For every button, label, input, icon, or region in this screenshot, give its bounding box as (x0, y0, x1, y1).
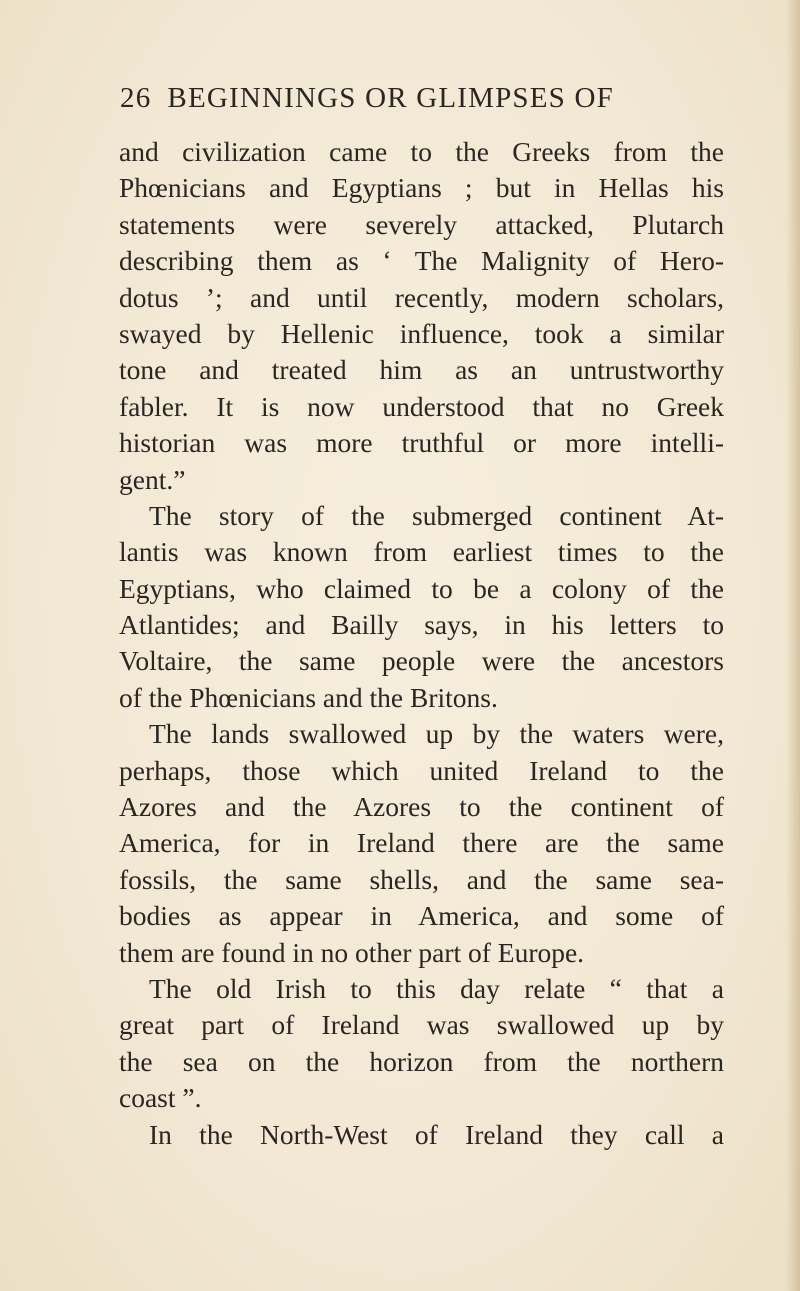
body-text (119, 134, 724, 1153)
text-line: the sea on the horizon from the northern (119, 1045, 724, 1077)
text-line: Phœnicians and Egyptians ; but in Hellas his (119, 172, 724, 204)
text-line: Atlantides; and Bailly says, in his letters to (119, 609, 724, 641)
text-line: great part of Ireland was swallowed up by (119, 1009, 724, 1041)
text-line: fossils, the same shells, and the same sea- (119, 863, 724, 895)
text-line: America, for in Ireland there are the same (119, 827, 724, 859)
text-line: fabler. It is now understood that no Greek (119, 390, 724, 422)
text-line: coast ”. (119, 1082, 202, 1114)
page-edge-shadow (786, 0, 800, 1291)
text-line: dotus ’; and until recently, modern scholars, (119, 281, 724, 313)
text-line: The story of the submerged continent At- (149, 499, 724, 531)
text-line: In the North-West of Ireland they call a (149, 1118, 724, 1150)
text-line: lantis was known from earliest times to the (119, 536, 724, 568)
text-line: Azores and the Azores to the continent of (119, 791, 724, 823)
text-line: them are found in no other part of Europe. (119, 936, 585, 968)
running-head (120, 82, 720, 115)
text-line: swayed by Hellenic influence, took a similar (119, 317, 724, 349)
text-line: historian was more truthful or more intelli- (119, 427, 724, 459)
text-line: bodies as appear in America, and some of (119, 900, 724, 932)
text-line: statements were severely attacked, Plutarch (119, 208, 724, 240)
text-line: perhaps, those which united Ireland to the (119, 754, 724, 786)
page-number: 26 (120, 82, 152, 114)
text-line: gent.” (119, 463, 186, 495)
text-line: Egyptians, who claimed to be a colony of the (119, 572, 724, 604)
text-line: of the Phœnicians and the Britons. (119, 681, 498, 713)
text-line: The old Irish to this day relate “ that a (149, 972, 724, 1004)
text-line: tone and treated him as an untrustworthy (119, 354, 724, 386)
text-line: Voltaire, the same people were the ancestors (119, 645, 724, 677)
text-line: and civilization came to the Greeks from the (119, 136, 724, 167)
text-line: describing them as ‘ The Malignity of Hero- (119, 245, 724, 277)
running-title: BEGINNINGS OR GLIMPSES OF (167, 82, 614, 114)
text-line: The lands swallowed up by the waters were, (149, 718, 724, 750)
